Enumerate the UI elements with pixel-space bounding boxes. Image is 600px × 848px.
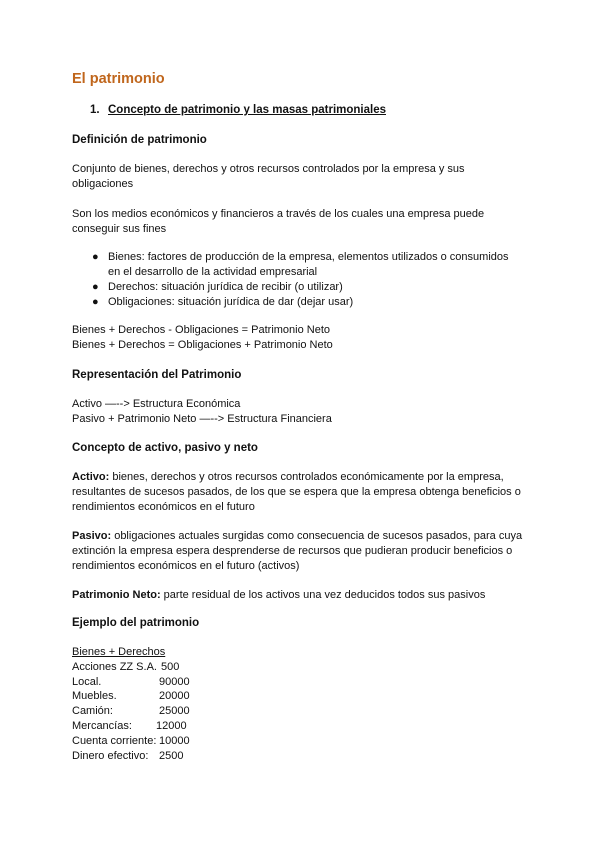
row-value: 20000	[159, 690, 190, 703]
list-item	[92, 280, 509, 295]
representacion-lines	[72, 397, 332, 427]
bullet-icon: ●	[92, 296, 99, 308]
text-line: bienes, derechos y otros recursos controlados económicamente por la empresa,	[109, 471, 504, 483]
table-row	[72, 704, 272, 719]
list-item-text: en el desarrollo de la actividad empresarial	[108, 266, 318, 278]
text-line: Conjunto de bienes, derechos y otros recursos controlados por la empresa y sus	[72, 163, 465, 175]
text-line: rendimientos económicos en el futuro	[72, 501, 255, 513]
equations	[72, 323, 333, 353]
bullet-icon: ●	[92, 251, 99, 263]
bullet-icon: ●	[92, 281, 99, 293]
row-label: Acciones ZZ S.A.	[72, 660, 157, 673]
row-value: 12000	[156, 719, 187, 732]
section-number: 1.	[90, 104, 100, 116]
heading-ejemplo: Ejemplo del patrimonio	[72, 617, 200, 629]
text-line: resultantes de sucesos pasados, de los que se espera que la empresa obtenga beneficios o	[72, 486, 521, 498]
text-line: parte residual de los activos una vez deducidos todos sus pasivos	[160, 589, 486, 601]
text-line: Activo —--> Estructura Económica	[72, 398, 241, 410]
table-subheading: Bienes + Derechos	[72, 646, 166, 658]
bullet-list	[92, 250, 509, 310]
row-value: 25000	[159, 705, 190, 718]
section-title: Concepto de patrimonio y las masas patrimoniales	[108, 104, 386, 116]
list-item	[92, 250, 509, 265]
paragraph-neto	[72, 588, 485, 603]
paragraph-conjunto	[72, 162, 465, 192]
row-label: Local.	[72, 675, 102, 688]
term-label: Activo:	[72, 471, 110, 483]
paragraph-activo	[72, 470, 521, 515]
text-line: Son los medios económicos y financieros a través de los cuales una empresa puede	[72, 208, 485, 220]
text-line: rendimientos económicos en el futuro (activos)	[72, 560, 300, 572]
page-title: El patrimonio	[72, 71, 165, 87]
section-heading	[90, 104, 386, 116]
ejemplo-table	[72, 645, 272, 763]
paragraph-pasivo	[72, 529, 522, 574]
row-label: Dinero efectivo:	[72, 749, 149, 762]
table-row	[72, 734, 272, 749]
table-row	[72, 749, 272, 764]
heading-concepto: Concepto de activo, pasivo y neto	[72, 442, 258, 454]
term-label: Pasivo:	[72, 530, 112, 542]
text-line: Pasivo + Patrimonio Neto —--> Estructura Financiera	[72, 413, 332, 425]
term-label: Patrimonio Neto:	[72, 589, 161, 601]
list-item	[92, 295, 509, 310]
row-label: Camión:	[72, 705, 113, 718]
row-label: Mercancías:	[72, 719, 132, 732]
paragraph-medios	[72, 207, 484, 237]
table-row	[72, 689, 272, 704]
equation-1: Bienes + Derechos - Obligaciones = Patrimonio Neto	[72, 324, 331, 336]
row-label: Muebles.	[72, 690, 117, 703]
list-item-text: Derechos: situación jurídica de recibir (o utilizar)	[108, 281, 343, 293]
list-item-continuation	[92, 265, 509, 280]
table-row	[72, 675, 272, 690]
list-item-text: Bienes: factores de producción de la empresa, elementos utilizados o consumidos	[108, 251, 509, 263]
row-value: 500	[161, 660, 180, 673]
text-line: extinción la empresa espera desprenderse de recursos que pudieran producir beneficios o	[72, 545, 513, 557]
table-row	[72, 660, 272, 675]
list-item-text: Obligaciones: situación jurídica de dar (dejar usar)	[108, 296, 354, 308]
text-line: conseguir sus fines	[72, 223, 167, 235]
table-row	[72, 719, 272, 734]
row-label: Cuenta corriente:	[72, 734, 157, 747]
row-value: 10000	[159, 734, 190, 747]
heading-definicion: Definición de patrimonio	[72, 134, 207, 146]
row-value: 2500	[159, 749, 184, 762]
row-value: 90000	[159, 675, 190, 688]
text-line: obligaciones actuales surgidas como consecuencia de sucesos pasados, para cuya	[111, 530, 523, 542]
heading-representacion: Representación del Patrimonio	[72, 369, 242, 381]
equation-2: Bienes + Derechos = Obligaciones + Patrimonio Neto	[72, 339, 333, 351]
text-line: obligaciones	[72, 178, 134, 190]
